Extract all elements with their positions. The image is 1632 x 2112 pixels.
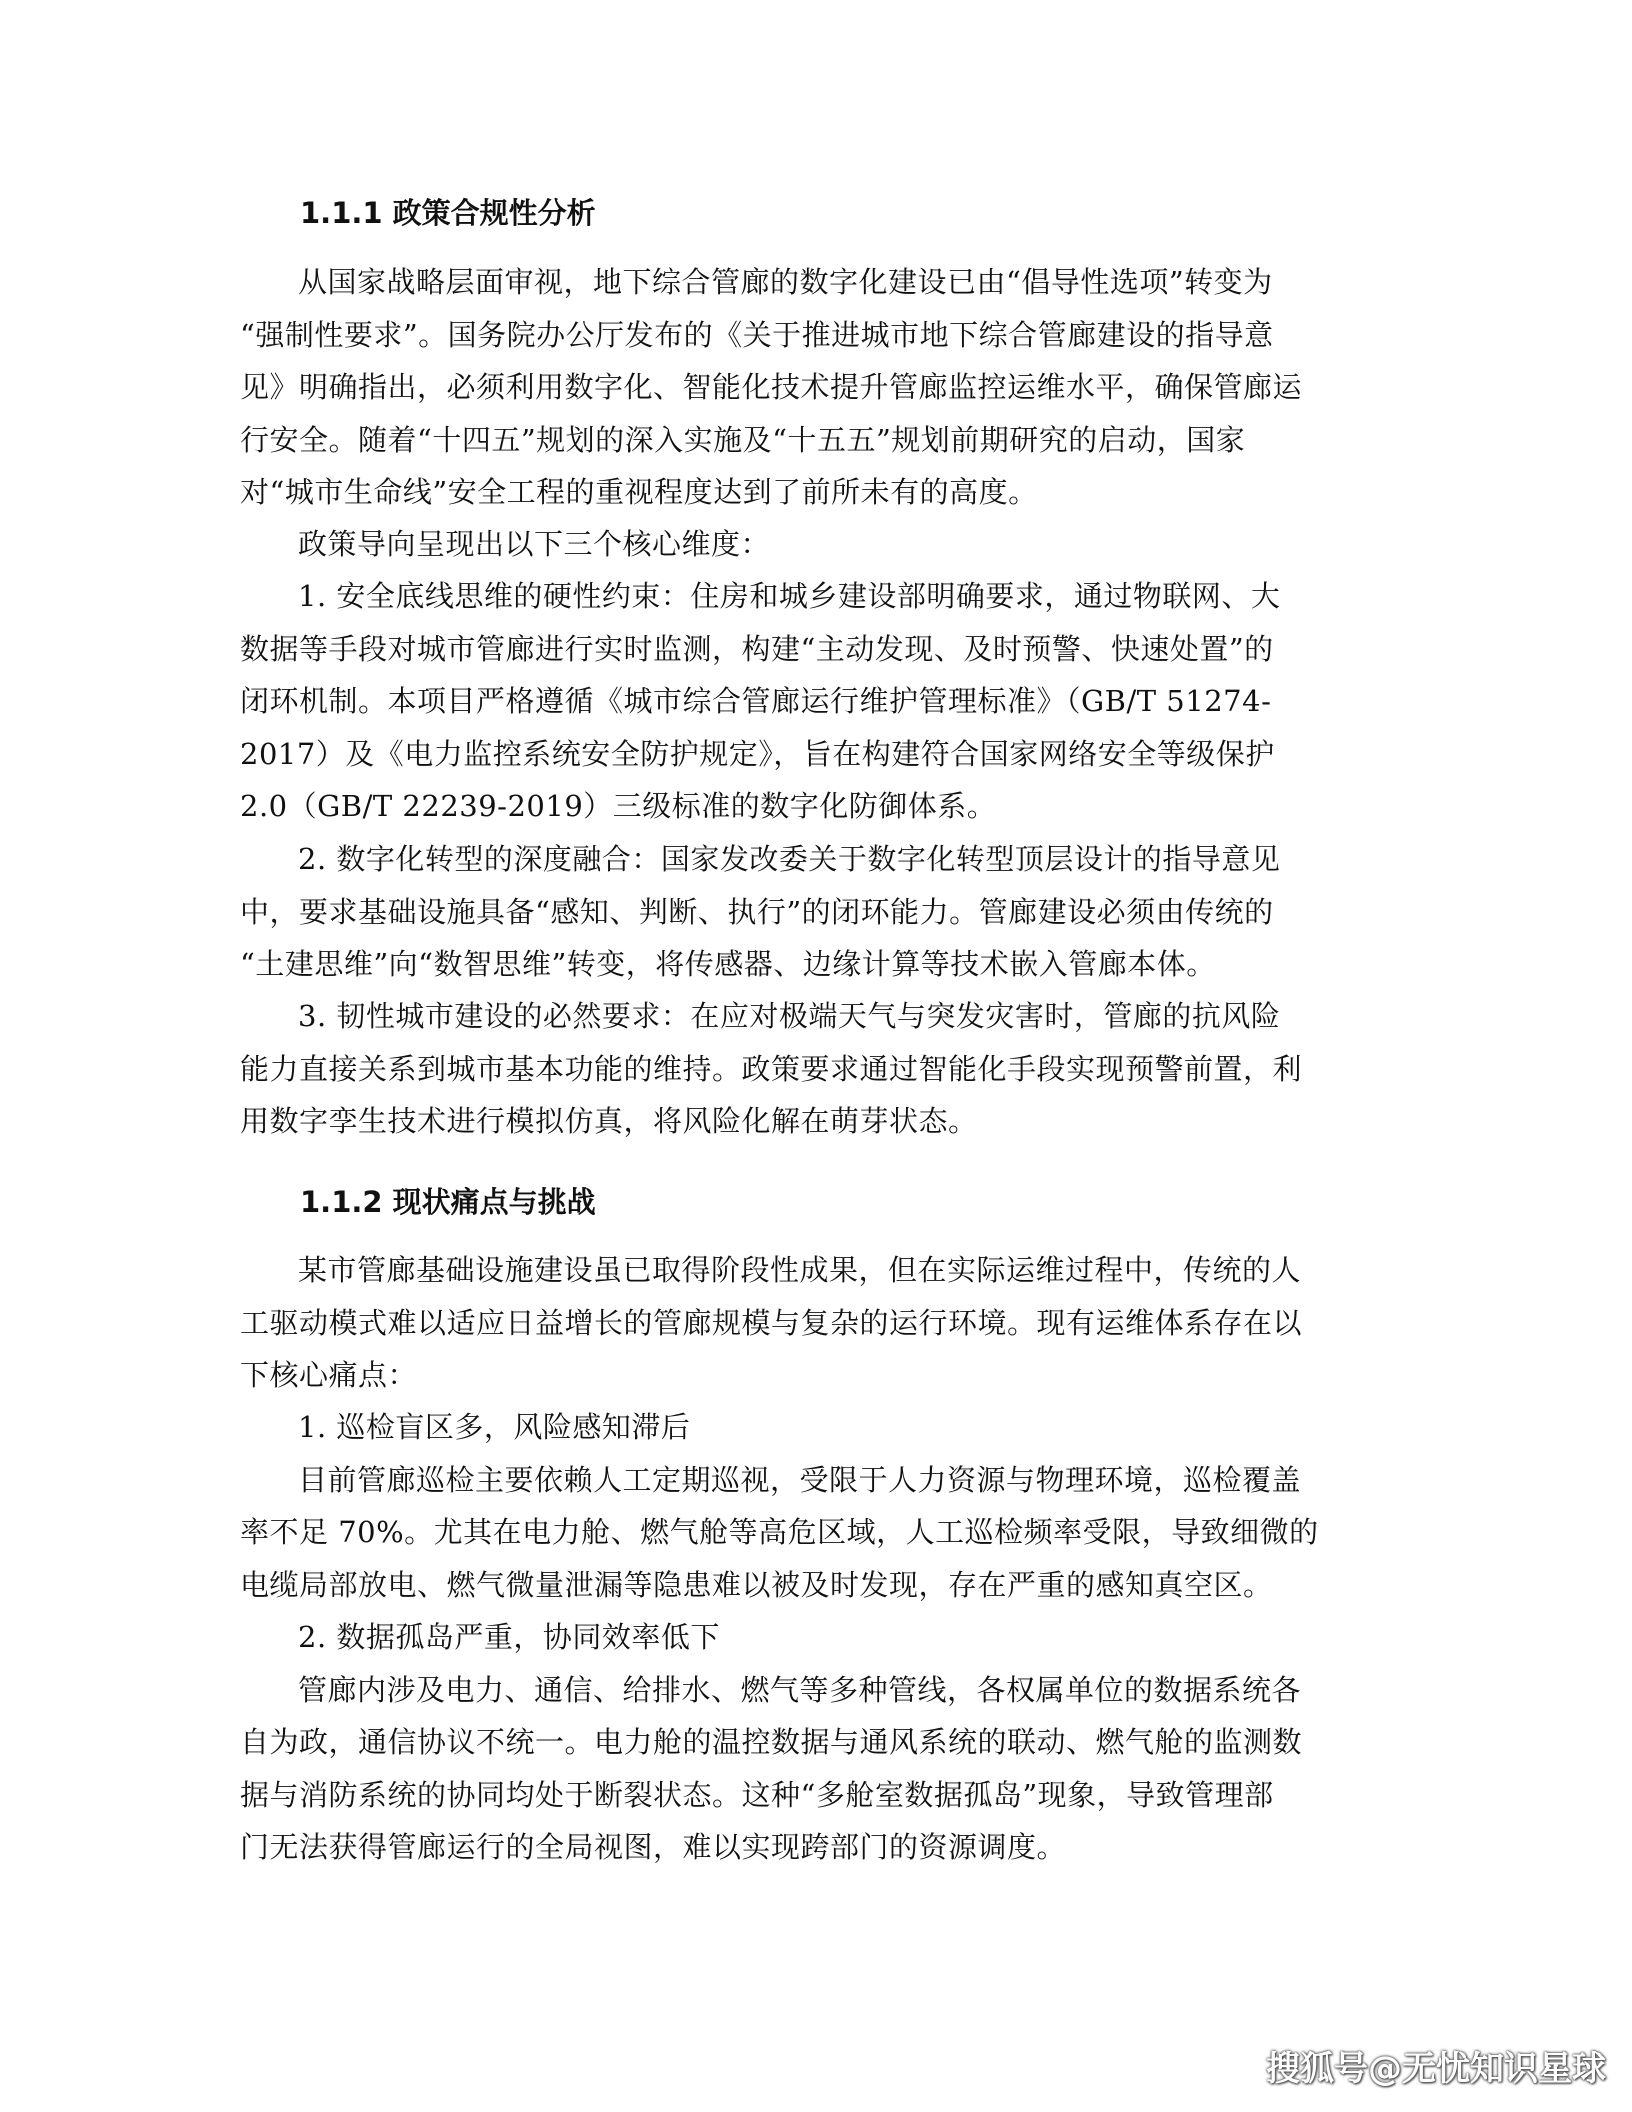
text-line: 下核心痛点： bbox=[240, 1358, 418, 1392]
text-line: 行安全。随着“十四五”规划的深入实施及“十五五”规划前期研究的启动，国家 bbox=[240, 422, 1246, 457]
text-line: 门无法获得管廊运行的全局视图，难以实现跨部门的资源调度。 bbox=[240, 1830, 1067, 1864]
section-heading-1-1-2: 1.1.2 现状痛点与挑战 bbox=[300, 1185, 596, 1219]
text-line: 据与消防系统的协同均处于断裂状态。这种“多舱室数据孤岛”现象，导致管理部 bbox=[240, 1777, 1274, 1812]
list-item-2 bbox=[240, 833, 1382, 991]
text-line: “强制性要求”。国务院办公厅发布的《关于推进城市地下综合管廊建设的指导意 bbox=[240, 317, 1274, 352]
text-line: 管廊内涉及电力、通信、给排水、燃气等多种管线，各权属单位的数据系统各 bbox=[298, 1672, 1302, 1707]
text-line: 能力直接关系到城市基本功能的维持。政策要求通过智能化手段实现预警前置，利 bbox=[240, 1051, 1303, 1086]
pain-point-title: 1. 巡检盲区多，风险感知滞后 bbox=[298, 1410, 691, 1444]
text-line: 2017）及《电力监控系统安全防护规定》，旨在构建符合国家网络安全等级保护 bbox=[240, 736, 1275, 771]
text-line: 2.0（GB/T 22239-2019）三级标准的数字化防御体系。 bbox=[240, 789, 997, 823]
text-line: 用数字孪生技术进行模拟仿真，将风险化解在萌芽状态。 bbox=[240, 1104, 978, 1138]
text-line: 某市管廊基础设施建设虽已取得阶段性成果，但在实际运维过程中，传统的人 bbox=[298, 1253, 1302, 1287]
pain-point-2 bbox=[240, 1611, 1382, 1874]
text-line: 电缆局部放电、燃气微量泄漏等隐患难以被及时发现，存在严重的感知真空区。 bbox=[240, 1567, 1273, 1602]
text-line: 中，要求基础设施具备“感知、判断、执行”的闭环能力。管廊建设必须由传统的 bbox=[240, 894, 1274, 929]
list-item-3 bbox=[240, 990, 1382, 1148]
text-line: 率不足 70%。尤其在电力舱、燃气舱等高危区域，人工巡检频率受限，导致细微的 bbox=[240, 1515, 1319, 1549]
text-line: 2. 数字化转型的深度融合：国家发改委关于数字化转型顶层设计的指导意见 bbox=[298, 842, 1281, 876]
text-line: 政策导向呈现出以下三个核心维度： bbox=[298, 527, 771, 561]
text-line: 1. 安全底线思维的硬性约束：住房和城乡建设部明确要求，通过物联网、大 bbox=[298, 579, 1281, 613]
paragraph-policy-intro bbox=[240, 518, 1382, 571]
text-line: 目前管廊巡检主要依赖人工定期巡视，受限于人力资源与物理环境，巡检覆盖 bbox=[298, 1462, 1302, 1497]
watermark: 搜狐号@无忧知识星球 bbox=[1266, 2049, 1606, 2089]
section-heading-1-1-1: 1.1.1 政策合规性分析 bbox=[300, 196, 596, 230]
text-line: 数据等手段对城市管廊进行实时监测，构建“主动发现、及时预警、快速处置”的 bbox=[240, 631, 1274, 666]
text-line: “土建思维”向“数智思维”转变，将传感器、边缘计算等技术嵌入管廊本体。 bbox=[240, 947, 1216, 981]
text-line: 工驱动模式难以适应日益增长的管廊规模与复杂的运行环境。现有运维体系存在以 bbox=[240, 1305, 1303, 1340]
text-line: 自为政，通信协议不统一。电力舱的温控数据与通风系统的联动、燃气舱的监测数 bbox=[240, 1725, 1303, 1759]
pain-point-title: 2. 数据孤岛严重，协同效率低下 bbox=[298, 1620, 720, 1654]
text-line: 闭环机制。本项目严格遵循《城市综合管廊运行维护管理标准》（GB/T 51274- bbox=[240, 684, 1272, 718]
paragraph-pain-intro bbox=[240, 1244, 1382, 1402]
text-line: 见》明确指出，必须利用数字化、智能化技术提升管廊监控运维水平，确保管廊运 bbox=[240, 370, 1303, 404]
text-line: 从国家战略层面审视，地下综合管廊的数字化建设已由“倡导性选项”转变为 bbox=[298, 265, 1273, 299]
text-line: 3. 韧性城市建设的必然要求：在应对极端天气与突发灾害时，管廊的抗风险 bbox=[298, 999, 1281, 1033]
text-line: 对“城市生命线”安全工程的重视程度达到了前所未有的高度。 bbox=[240, 475, 1038, 509]
pain-point-1 bbox=[240, 1401, 1382, 1611]
list-item-1 bbox=[240, 570, 1382, 833]
paragraph-strategy bbox=[240, 256, 1382, 519]
